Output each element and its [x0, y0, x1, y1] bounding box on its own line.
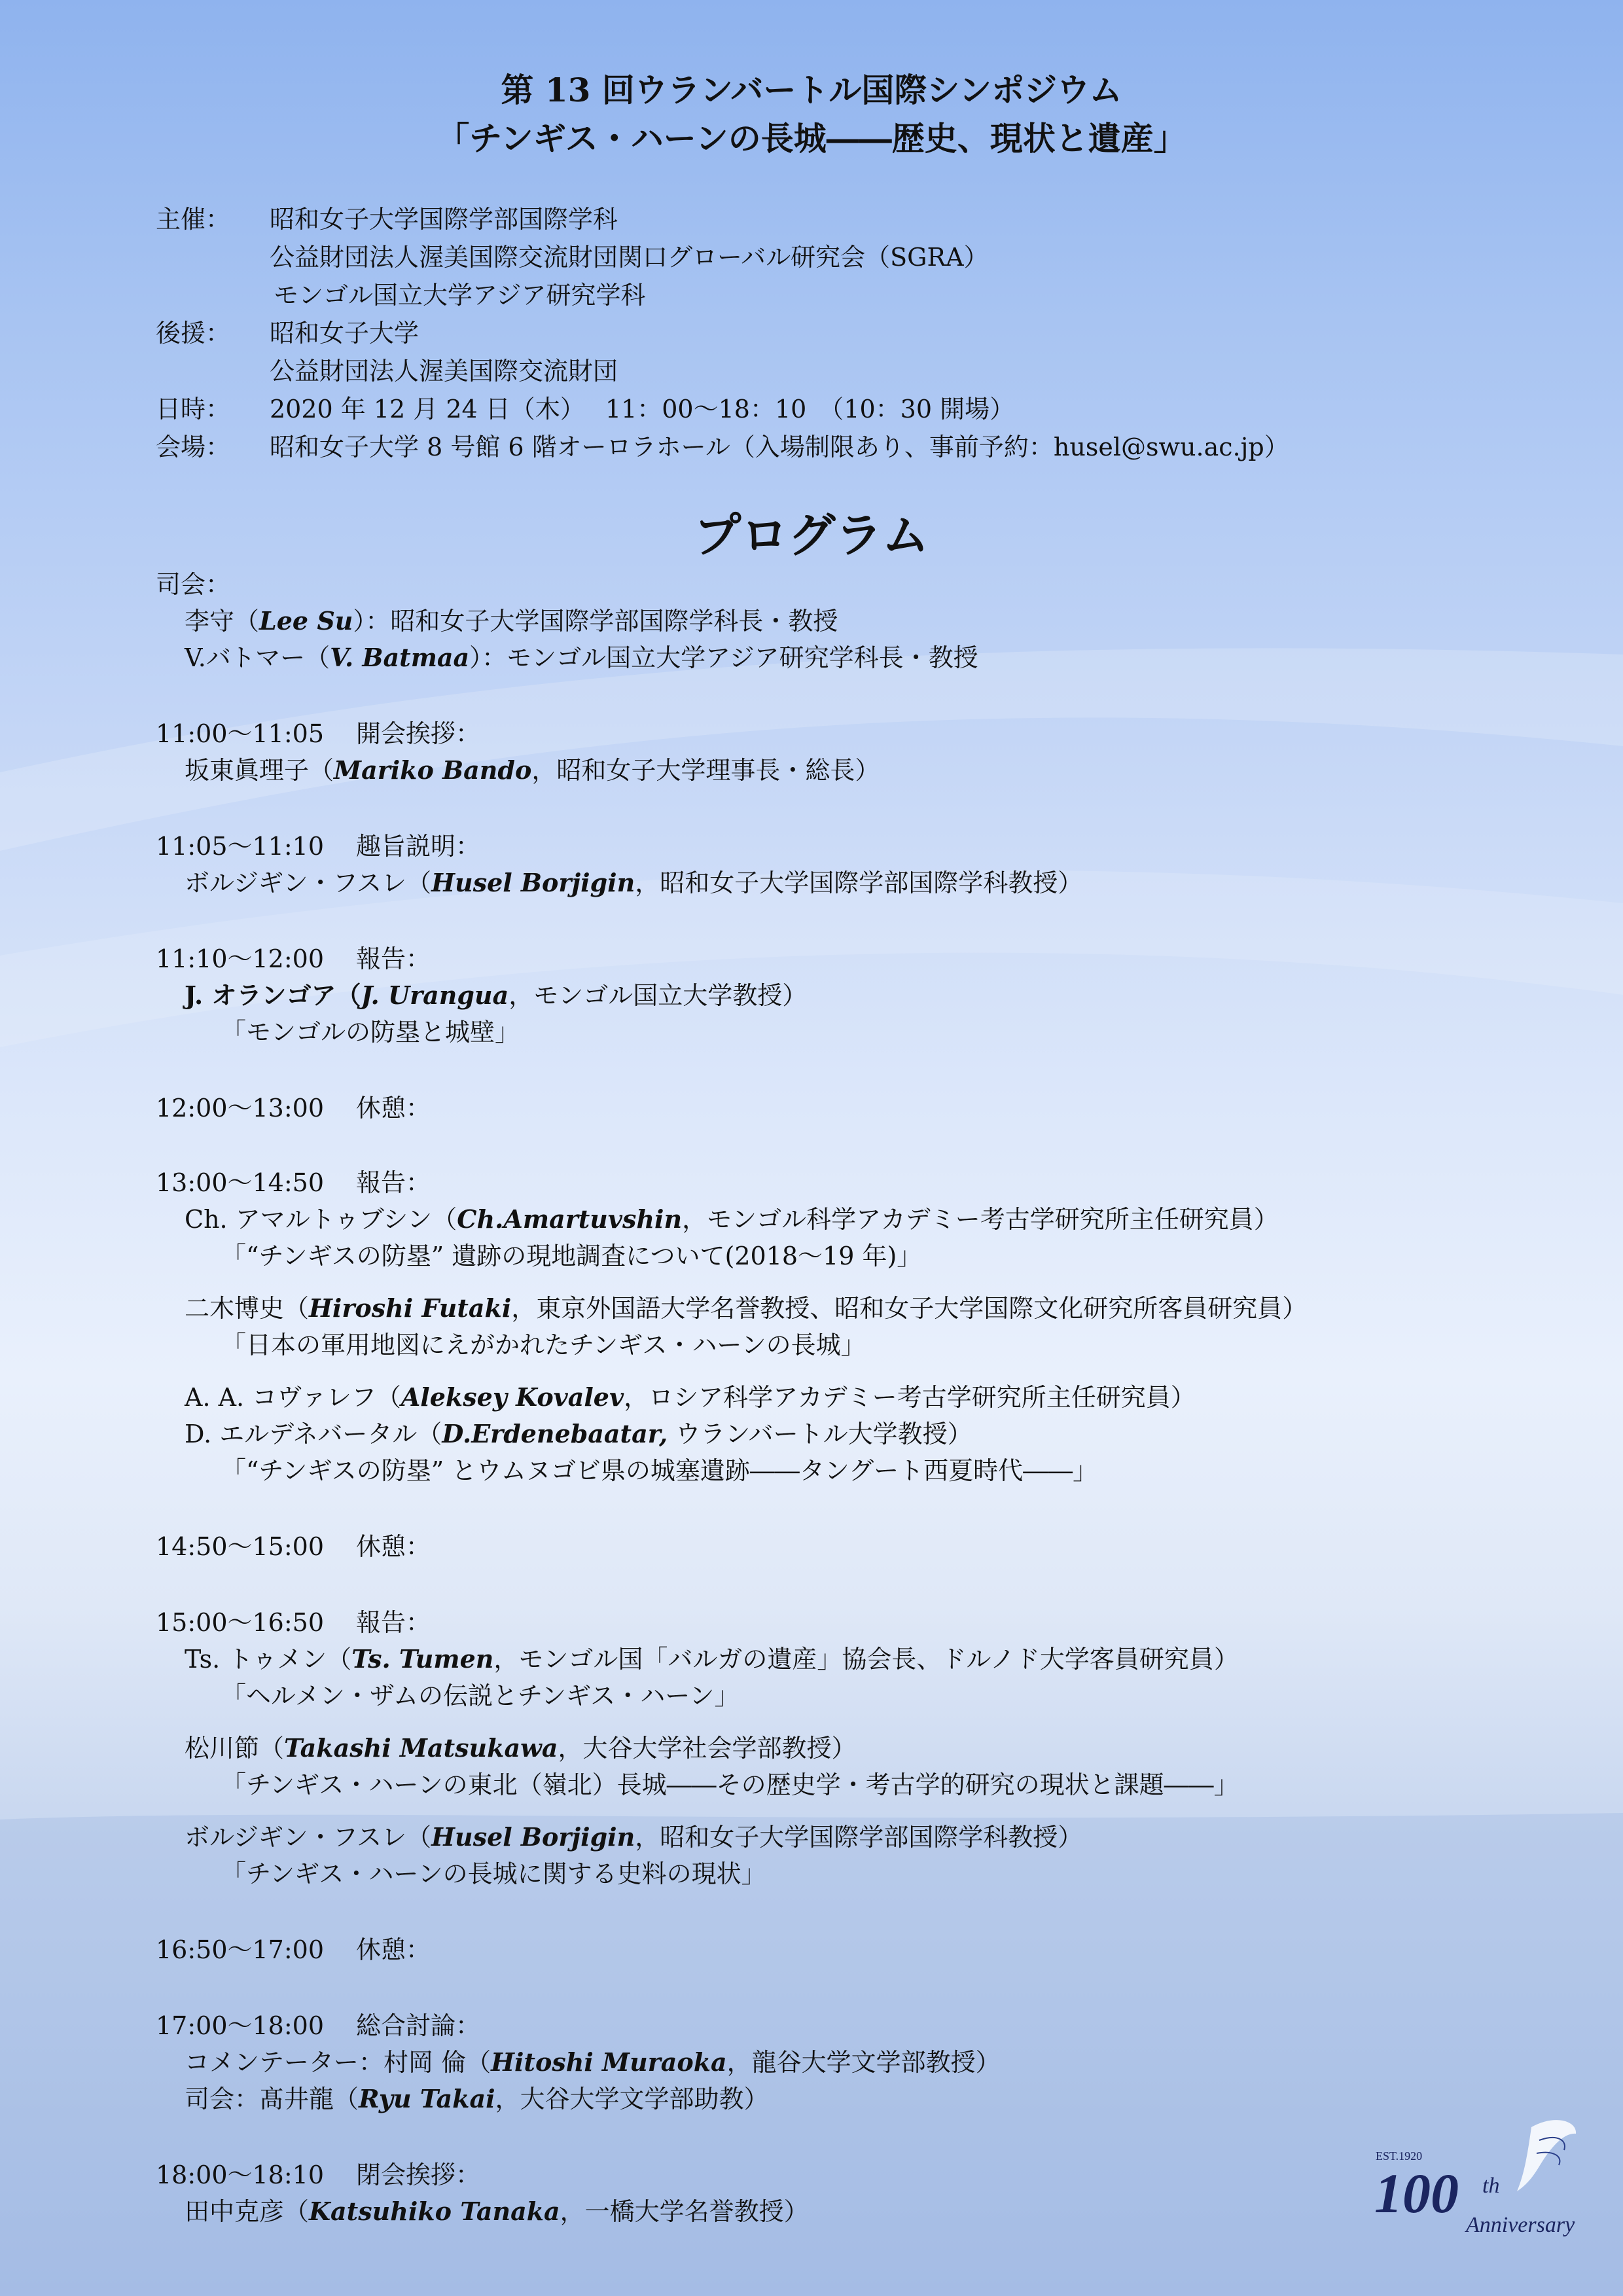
logo-suffix: th — [1482, 2174, 1500, 2198]
mc-2: V.バトマー（V. Batmaa）：モンゴル国立大学アジア研究学科長・教授 — [185, 643, 978, 672]
session-report-1: 11:10～12:00 報告： — [156, 944, 431, 973]
discussion-moderator: 司会：髙井龍（Ryu Takai，大谷大学文学部助教） — [185, 2084, 769, 2113]
organizer-3: モンゴル国立大学アジア研究学科 — [274, 281, 646, 310]
commentator: コメンテーター：村岡 倫（Hitoshi Muraoka，龍谷大学文学部教授） — [185, 2047, 1001, 2077]
talk-tumen: 「ヘルメン・ザムの伝説とチンギス・ハーン」 — [221, 1681, 740, 1710]
talk-futaki: 「日本の軍用地図にえがかれたチンギス・ハーンの長城」 — [221, 1331, 866, 1359]
organizer-2: 公益財団法人渥美国際交流財団関口グローバル研究会（SGRA） — [270, 243, 989, 272]
speaker-kovalev: A. A. コヴァレフ（Aleksey Kovalev，ロシア科学アカデミー考古学研究所主任研究員） — [185, 1382, 1196, 1412]
venue-label: 会場： — [156, 433, 231, 461]
session-report-3: 15:00～16:50 報告： — [156, 1608, 431, 1637]
symposium-subtitle: 「チンギス・ハーンの長城――歴史、現状と遺産」 — [437, 119, 1186, 158]
program-title: プログラム — [694, 508, 929, 563]
logo-number: 100 — [1374, 2162, 1459, 2225]
talk-matsukawa: 「チンギス・ハーンの東北（嶺北）長城――その歴史学・考古学的研究の現状と課題――」 — [221, 1770, 1239, 1799]
speaker-borjigin: ボルジギン・フスレ（Husel Borjigin，昭和女子大学国際学部国際学科教授） — [185, 1822, 1083, 1852]
talk-amartuvshin: 「“チンギスの防塁” 遺跡の現地調査について(2018～19 年)」 — [221, 1242, 922, 1270]
speaker-futaki: 二木博史（Hiroshi Futaki，東京外国語大学名誉教授、昭和女子大学国際文化研究所客員研究員） — [185, 1293, 1308, 1323]
session-discussion: 17:00～18:00 総合討論： — [156, 2011, 481, 2040]
speaker-tumen: Ts. トゥメン（Ts. Tumen，モンゴル国「バルガの遺産」協会長、ドルノド大学客員研究員） — [185, 1644, 1239, 1674]
talk-borjigin: 「チンギス・ハーンの長城に関する史料の現状」 — [221, 1859, 766, 1888]
date-label: 日時： — [156, 395, 231, 423]
organizer-label: 主催： — [156, 205, 231, 234]
supporter-label: 後援： — [156, 319, 231, 348]
session-opening: 11:00～11:05 開会挨拶： — [156, 719, 481, 748]
organizer-1: 昭和女子大学国際学部国際学科 — [270, 205, 618, 234]
date-value: 2020 年 12 月 24 日（木） 11：00～18：10 （10：30 開場） — [270, 395, 1015, 423]
speaker-amartuvshin: Ch. アマルトゥブシン（Ch.Amartuvshin，モンゴル科学アカデミー考古学研究所主任研究員） — [185, 1204, 1279, 1234]
session-break-3: 16:50～17:00 休憩： — [156, 1935, 431, 1964]
mc-1: 李守（Lee Su）：昭和女子大学国際学部国際学科長・教授 — [185, 606, 838, 636]
supporter-1: 昭和女子大学 — [270, 319, 419, 348]
speaker-opening: 坂東眞理子（Mariko Bando，昭和女子大学理事長・総長） — [185, 755, 880, 785]
speaker-urangua: J. オランゴア（J. Urangua，モンゴル国立大学教授） — [185, 980, 808, 1010]
speaker-matsukawa: 松川節（Takashi Matsukawa，大谷大学社会学部教授） — [185, 1733, 857, 1763]
anniversary-logo — [1368, 2114, 1584, 2265]
session-closing: 18:00～18:10 閉会挨拶： — [156, 2161, 481, 2189]
speaker-closing: 田中克彦（Katsuhiko Tanaka，一橋大学名誉教授） — [185, 2197, 809, 2226]
session-break-2: 14:50～15:00 休憩： — [156, 1532, 431, 1561]
supporter-2: 公益財団法人渥美国際交流財団 — [270, 357, 618, 386]
session-report-2: 13:00～14:50 報告： — [156, 1168, 431, 1197]
session-purpose: 11:05～11:10 趣旨説明： — [156, 832, 481, 861]
talk-kovalev-erdenebaatar: 「“チンギスの防塁” とウムヌゴビ県の城塞遺跡――タングート西夏時代――」 — [221, 1456, 1098, 1485]
speaker-purpose: ボルジギン・フスレ（Husel Borjigin，昭和女子大学国際学部国際学科教授） — [185, 868, 1083, 897]
speaker-erdenebaatar: D. エルデネバータル（D.Erdenebaatar, ウランバートル大学教授） — [185, 1419, 972, 1448]
wing-icon — [1517, 2120, 1576, 2191]
session-break-1: 12:00～13:00 休憩： — [156, 1094, 431, 1122]
logo-est: EST.1920 — [1376, 2149, 1423, 2162]
logo-word: Anniversary — [1466, 2213, 1575, 2237]
symposium-title: 第 13 回ウランバートル国際シンポジウム — [501, 71, 1122, 109]
talk-urangua: 「モンゴルの防塁と城壁」 — [221, 1018, 520, 1047]
venue-value: 昭和女子大学 8 号館 6 階オーロラホール（入場制限あり、事前予約：husel@swu.ac.jp） — [270, 433, 1289, 461]
mc-label: 司会： — [156, 570, 231, 599]
